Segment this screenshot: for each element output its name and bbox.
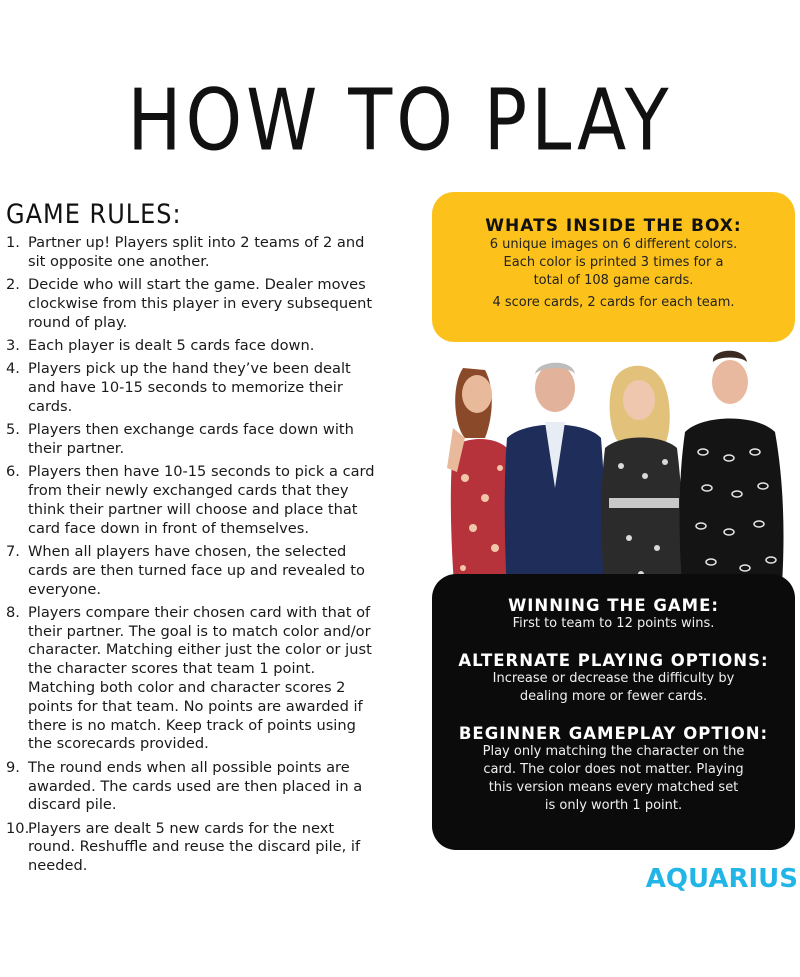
winning-section [432, 596, 795, 633]
rule-text: Partner up! Players split into 2 teams of 2 and sit opposite one another. [28, 234, 365, 270]
winning-heading: WINNING THE GAME: [508, 596, 719, 615]
person-figure [680, 351, 784, 598]
beginner-section [432, 724, 795, 815]
list-item [6, 276, 378, 332]
list-item [6, 604, 378, 754]
beginner-text: Play only matching the character on the [482, 744, 745, 759]
alternate-text: Increase or decrease the difficulty by [492, 671, 735, 686]
rule-text: Players are dealt 5 new cards for the next round. Reshuffle and reuse the discard pile, if needed. [28, 819, 361, 875]
list-item [6, 759, 378, 815]
list-item [6, 820, 378, 876]
rule-number: 2. [6, 276, 20, 294]
rule-text: The round ends when all possible points are awarded. The cards used are then placed in a discard pile. [28, 758, 363, 814]
beginner-text: card. The color does not matter. Playing [483, 762, 744, 777]
rule-number: 7. [6, 542, 20, 560]
alternate-text: dealing more or fewer cards. [519, 689, 708, 704]
alternate-section [432, 651, 795, 706]
rule-text: Players pick up the hand they’ve been dealt and have 10-15 seconds to memorize their cards. [28, 360, 351, 415]
rule-text: Players then have 10-15 seconds to pick a card from their newly exchanged cards that they think their partner will choose and place that card face down in front of themselves. [28, 463, 375, 537]
winning-text: First to team to 12 points wins. [512, 616, 715, 631]
cast-photo [445, 348, 790, 598]
rule-number: 5. [6, 421, 20, 439]
rule-text: When all players have chosen, the selected cards are then turned face up and revealed to everyone. [28, 542, 365, 598]
aquarius-logo: AQUARIUS [645, 864, 798, 894]
rule-text: Players then exchange cards face down with their partner. [28, 421, 354, 457]
list-item [6, 360, 378, 416]
beginner-heading: BEGINNER GAMEPLAY OPTION: [458, 724, 769, 743]
rule-number: 10. [6, 819, 30, 837]
whats-inside-line: Each color is printed 3 times for a [503, 255, 724, 270]
rule-number: 3. [6, 336, 20, 354]
page-title: HOW TO PLAY [127, 70, 673, 170]
alternate-heading: ALTERNATE PLAYING OPTIONS: [458, 651, 769, 670]
beginner-text: this version means every matched set [488, 780, 739, 795]
rule-number: 8. [6, 603, 20, 621]
rule-text: Decide who will start the game. Dealer moves clockwise from this player in every subsequent round of play. [28, 276, 373, 331]
list-item [6, 337, 378, 356]
whats-inside-line: total of 108 game cards. [533, 273, 694, 288]
rule-text: Players compare their chosen card with that of their partner. The goal is to match color and/or character. Matching either just the color or just the character scores that team 1 point. Matching both color and character scores 2 points for that team. No points are awarded if there is no match. Keep track of points using the scorecards provided. [28, 603, 372, 753]
beginner-text: is only worth 1 point. [544, 798, 683, 813]
game-rules-list [6, 234, 378, 881]
rule-number: 9. [6, 758, 20, 776]
whats-inside-line: 4 score cards, 2 cards for each team. [492, 295, 735, 310]
game-rules-heading: GAME RULES: [6, 198, 182, 230]
whats-inside-heading: WHATS INSIDE THE BOX: [485, 216, 742, 236]
rule-text: Each player is dealt 5 cards face down. [28, 336, 315, 354]
whats-inside-line: 6 unique images on 6 different colors. [489, 237, 738, 252]
list-item [6, 234, 378, 272]
list-item [6, 543, 378, 599]
cast-photo-illustration [445, 348, 790, 598]
list-item [6, 421, 378, 459]
rule-number: 6. [6, 463, 20, 481]
whats-inside-panel [432, 192, 795, 342]
list-item [6, 463, 378, 538]
rule-number: 1. [6, 234, 20, 251]
person-figure [601, 366, 684, 598]
person-figure [505, 363, 606, 598]
rule-number: 4. [6, 360, 20, 378]
game-options-panel [432, 574, 795, 850]
